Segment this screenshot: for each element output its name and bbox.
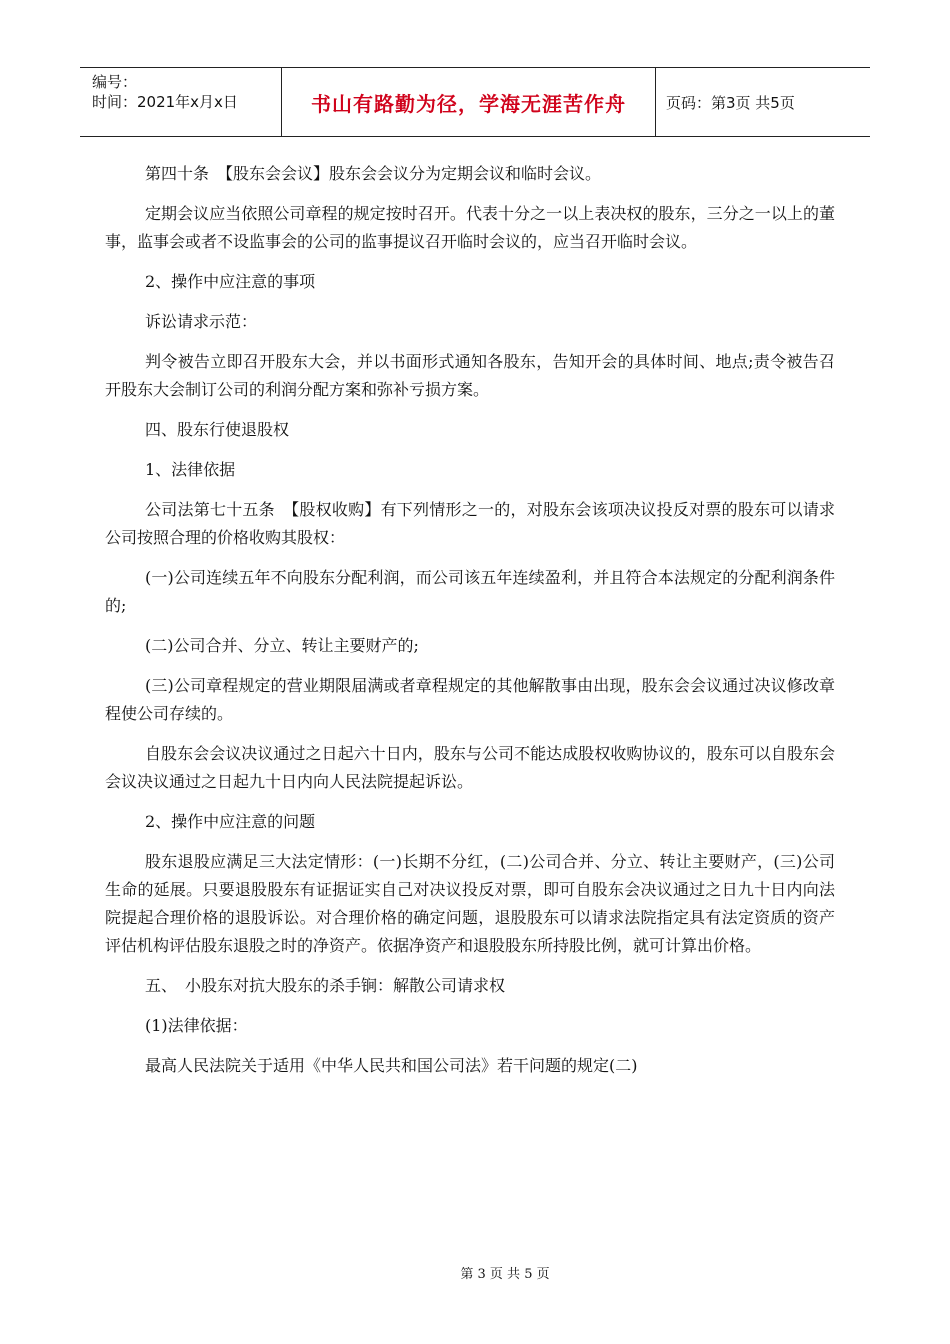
page-code-label: 页码：第3页 共5页 [666,93,795,112]
paragraph: 自股东会会议决议通过之日起六十日内，股东与公司不能达成股权收购协议的，股东可以自股东会会议决议通过之日起九十日内向人民法院提起诉讼。 [105,744,835,791]
paragraph: 股东退股应满足三大法定情形：(一)长期不分红，(二)公司合并、分立、转让主要财产，(三)公司生命的延展。只要退股股东有证据证实自己对决议投反对票，即可自股东会决议通过之日九十日内向法院提起合理价格的退股诉讼。对合理价格的确定问题，退股股东可以请求法院指定具有法定资质的资产评估机构评估股东退股之时的净资产。依据净资产和退股股东所持股比例，就可计算出价格。 [105,852,835,955]
header-motto: 书山有路勤为径，学海无涯苦作舟 [311,91,626,116]
header-motto-cell [282,68,656,136]
document-number-label: 编号： [92,73,138,91]
paragraph: 定期会议应当依照公司章程的规定按时召开。代表十分之一以上表决权的股东，三分之一以上的董事，监事会或者不设监事会的公司的监事提议召开临时会议的，应当召开临时会议。 [105,204,835,251]
footer-page-number: 第 3 页 共 5 页 [460,1267,550,1282]
document-time-label: 时间：2021年x月x日 [92,93,238,111]
paragraph: (1)法律依据： [145,1016,248,1035]
document-body [105,160,835,1092]
paragraph: 四、股东行使退股权 [145,420,290,439]
header-meta [80,68,282,136]
paragraph: 1、法律依据 [145,460,236,479]
paragraph: (一)公司连续五年不向股东分配利润，而公司该五年连续盈利，并且符合本法规定的分配利润条件的; [105,568,835,615]
paragraph: 第四十条 【股东会会议】股东会会议分为定期会议和临时会议。 [145,164,602,183]
paragraph: 判令被告立即召开股东大会，并以书面形式通知各股东，告知开会的具体时间、地点;责令被告召开股东大会制订公司的利润分配方案和弥补亏损方案。 [105,352,835,399]
page-header [80,67,870,137]
paragraph: 2、操作中应注意的事项 [145,272,316,291]
paragraph: 诉讼请求示范： [145,312,258,331]
paragraph: (二)公司合并、分立、转让主要财产的; [145,636,419,655]
header-page-code [656,68,870,136]
page-footer [0,1263,950,1282]
paragraph: (三)公司章程规定的营业期限届满或者章程规定的其他解散事由出现，股东会会议通过决议修改章程使公司存续的。 [105,676,835,723]
paragraph: 2、操作中应注意的问题 [145,812,316,831]
paragraph: 最高人民法院关于适用《中华人民共和国公司法》若干问题的规定(二) [145,1056,638,1075]
paragraph: 五、 小股东对抗大股东的杀手锏：解散公司请求权 [145,976,506,995]
paragraph: 公司法第七十五条 【股权收购】有下列情形之一的，对股东会该项决议投反对票的股东可以请求公司按照合理的价格收购其股权： [105,500,835,547]
